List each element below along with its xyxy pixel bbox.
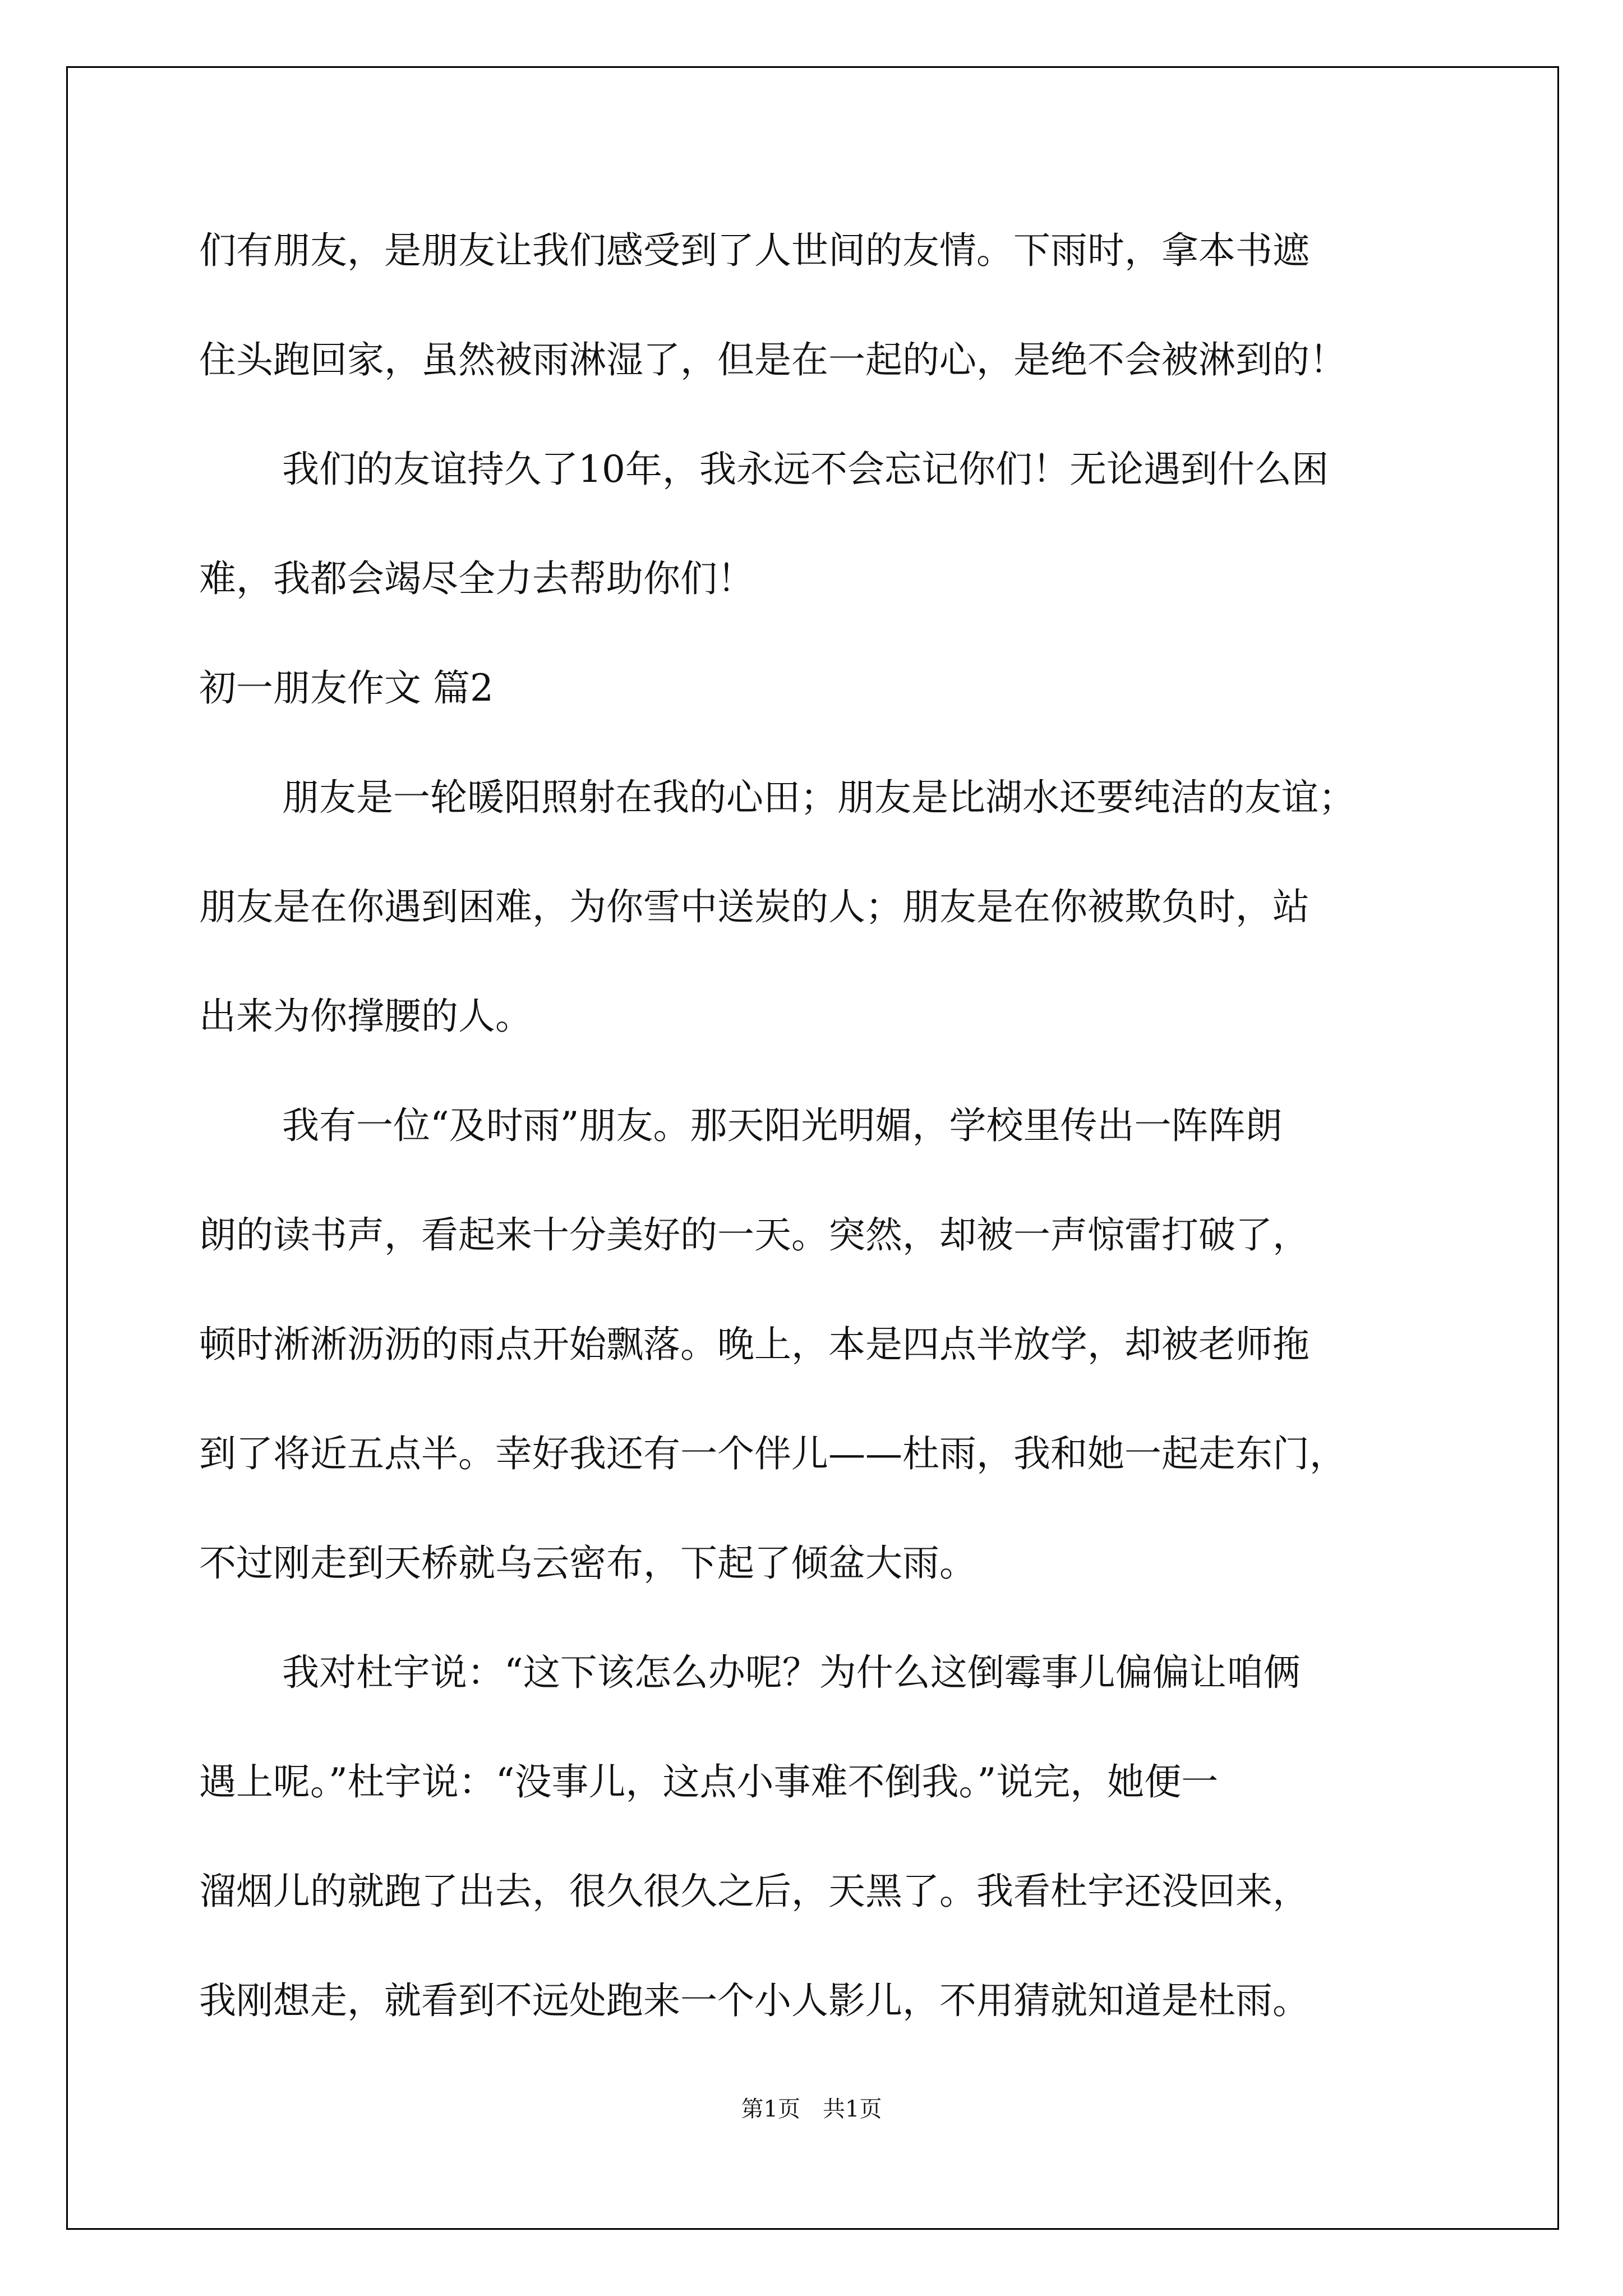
section-heading: 初一朋友作文 篇2 [199, 666, 494, 710]
text-line: 我有一位“及时雨”朋友。那天阳光明媚，学校里传出一阵阵朗 [282, 1104, 1283, 1147]
text-line: 遇上呢。”杜宇说：“没事儿，这点小事难不倒我。”说完，她便一 [199, 1760, 1219, 1803]
text-line: 难，我都会竭尽全力去帮助你们！ [199, 557, 754, 600]
text-line: 朗的读书声，看起来十分美好的一天。突然，却被一声惊雷打破了， [199, 1213, 1310, 1257]
text-line: 出来为你撑腰的人。 [199, 995, 532, 1038]
text-line: 到了将近五点半。幸好我还有一个伴儿——杜雨，我和她一起走东门， [199, 1432, 1347, 1475]
text-line: 朋友是一轮暖阳照射在我的心田；朋友是比湖水还要纯洁的友谊； [282, 776, 1355, 819]
text-line: 溜烟儿的就跑了出去，很久很久之后，天黑了。我看杜宇还没回来， [199, 1870, 1310, 1913]
text-line: 不过刚走到天桥就乌云密布，下起了倾盆大雨。 [199, 1542, 976, 1585]
text-line: 我对杜宇说：“这下该怎么办呢？为什么这倒霉事儿偏偏让咱俩 [282, 1651, 1301, 1694]
text-line: 我们的友谊持久了10年，我永远不会忘记你们！无论遇到什么困 [282, 448, 1329, 491]
text-line: 们有朋友，是朋友让我们感受到了人世间的友情。下雨时，拿本书遮 [199, 229, 1310, 272]
page-number-footer: 第1页 共1页 [741, 2096, 882, 2122]
text-line: 住头跑回家，虽然被雨淋湿了，但是在一起的心，是绝不会被淋到的！ [199, 338, 1347, 381]
text-line: 我刚想走，就看到不远处跑来一个小人影儿，不用猜就知道是杜雨。 [199, 1979, 1310, 2022]
text-line: 朋友是在你遇到困难，为你雪中送炭的人；朋友是在你被欺负时，站 [199, 885, 1310, 928]
text-line: 顿时淅淅沥沥的雨点开始飘落。晚上，本是四点半放学，却被老师拖 [199, 1323, 1310, 1366]
